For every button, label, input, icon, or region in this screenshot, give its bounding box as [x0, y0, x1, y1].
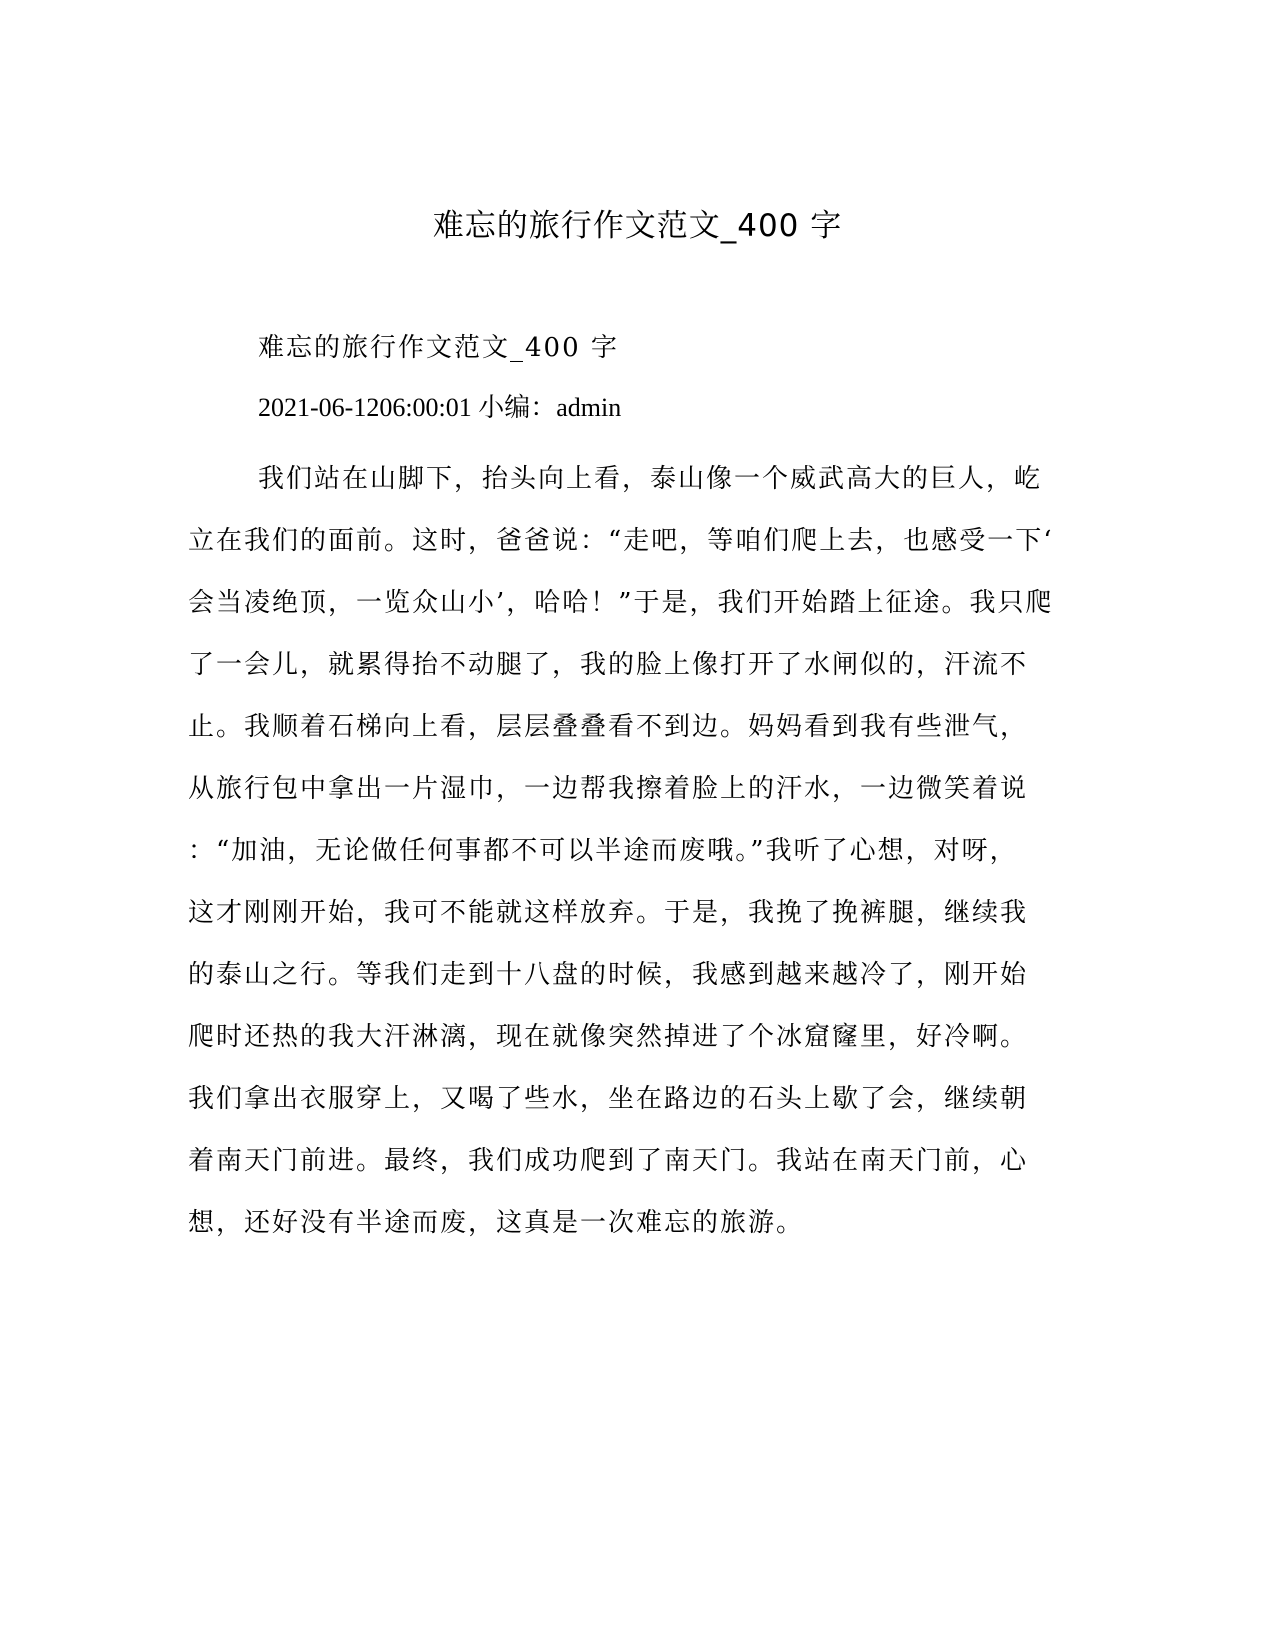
body-line: 的泰山之行。等我们走到十八盘的时候，我感到越来越冷了，刚开始 — [188, 960, 1029, 990]
body-line: 从旅行包中拿出一片湿巾，一边帮我擦着脸上的汗水，一边微笑着说 — [188, 774, 1029, 804]
body-line: 了一会儿，就累得抬不动腿了，我的脸上像打开了水闸似的，汗流不 — [188, 650, 1029, 680]
body-line: 着南天门前进。最终，我们成功爬到了南天门。我站在南天门前，心 — [188, 1146, 1029, 1176]
body-line: 我们站在山脚下，抬头向上看，泰山像一个威武高大的巨人，屹 — [258, 464, 1043, 494]
body-line: 想，还好没有半途而废，这真是一次难忘的旅游。 — [188, 1208, 805, 1238]
body-line: 会当凌绝顶，一览众山小’，哈哈！”于是，我们开始踏上征途。我只爬 — [188, 588, 1054, 618]
document-title: 难忘的旅行作文范文_400 字 — [432, 208, 843, 244]
document-subtitle: 难忘的旅行作文范文_400 字 — [258, 333, 619, 363]
document-meta: 2021-06-1206:00:01 小编：admin — [258, 393, 622, 422]
body-line: ：“加油，无论做任何事都不可以半途而废哦。”我听了心想，对呀， — [188, 836, 1018, 866]
body-line: 爬时还热的我大汗淋漓，现在就像突然掉进了个冰窟窿里，好冷啊。 — [188, 1022, 1029, 1052]
body-line: 我们拿出衣服穿上，又喝了些水，坐在路边的石头上歇了会，继续朝 — [188, 1084, 1029, 1114]
body-line: 立在我们的面前。这时，爸爸说：“走吧，等咱们爬上去，也感受一下‘ — [188, 526, 1054, 556]
body-line: 这才刚刚开始，我可不能就这样放弃。于是，我挽了挽裤腿，继续我 — [188, 898, 1029, 928]
body-line: 止。我顺着石梯向上看，层层叠叠看不到边。妈妈看到我有些泄气， — [188, 712, 1029, 742]
document-body — [188, 448, 1078, 1254]
